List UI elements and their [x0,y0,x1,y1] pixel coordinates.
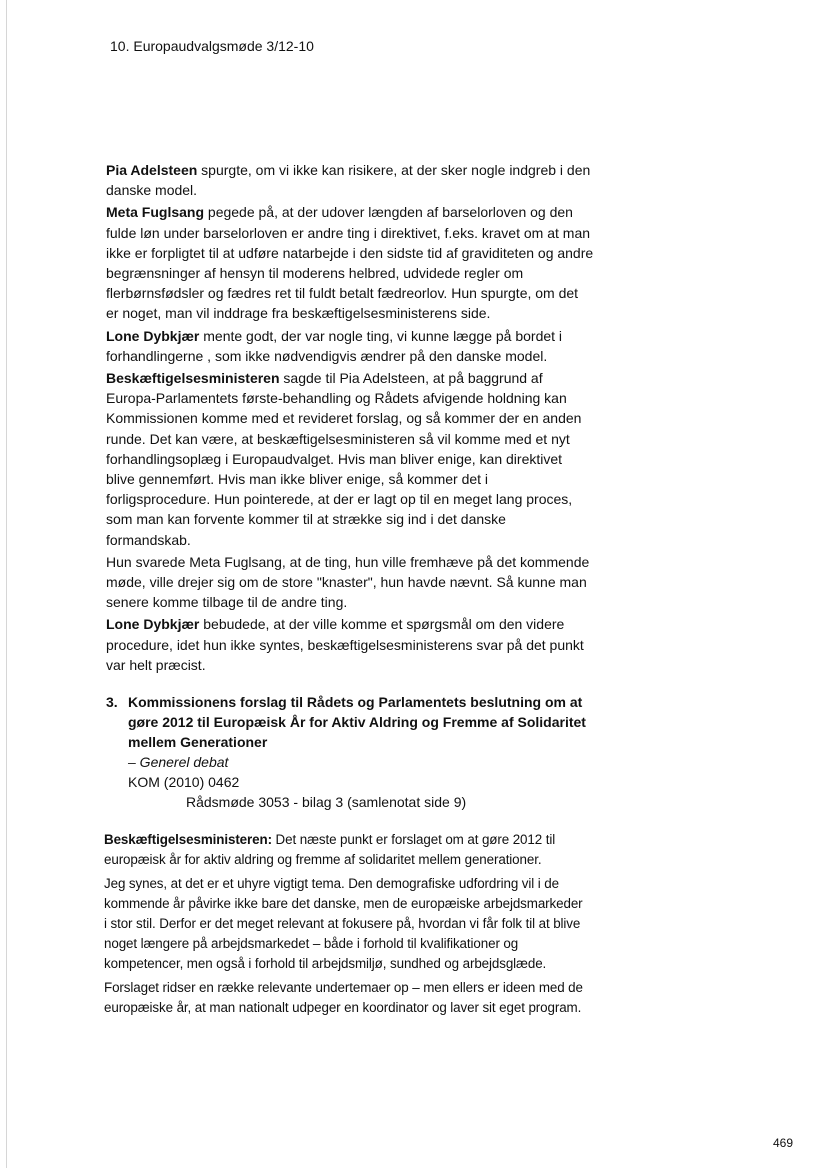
minutes-text-top [106,160,594,677]
paragraph-text: Hun svarede Meta Fuglsang, at de ting, hun ville fremhæve på det kommende møde, ville drejer sig om de store "knaster", hun havde nævnt. Så kunne man senere komme tilbage til de andre ting. [106,553,590,611]
page-header: 10. Europaudvalgsmøde 3/12-10 [110,38,314,54]
section-heading [106,692,606,752]
minutes-text-bottom [104,830,584,1022]
paragraph [104,978,584,1018]
paragraph [106,202,594,323]
section-reference: KOM (2010) 0462 [128,774,240,790]
paragraph [106,326,594,366]
paragraph [106,614,594,675]
paragraph-text: mente godt, der var nogle ting, vi kunne lægge på bordet i forhandlingerne , som ikke nødvendigvis ændrer på den danske model. [106,327,563,364]
paragraph [106,160,594,200]
speaker-name: Beskæftigelsesministeren [106,370,280,387]
paragraph [106,552,594,613]
paragraph-text: Forslaget ridser en række relevante undertemaer op – men ellers er ideen med de europæiske år, at man nationalt udpeger en koordinator og laver sit eget program. [104,980,583,1015]
section-number: 3. [106,694,118,710]
speaker-name: Meta Fuglsang [106,204,205,221]
paragraph [104,830,584,870]
speaker-name: Lone Dybkjær [106,327,200,344]
section-title: Kommissionens forslag til Rådets og Parlamentets beslutning om at gøre 2012 til Europæisk År for Aktiv Aldring og Fremme af Solidaritet mellem Generationer [128,694,586,750]
section-subtitle [106,752,606,772]
paragraph-text: Det næste punkt er forslaget om at gøre 2012 til europæisk år for aktiv aldring og fremme af solidaritet mellem generationer. [104,832,556,867]
scan-edge-line [6,0,7,1168]
paragraph [106,368,594,550]
paragraph-text: bebudede, at der ville komme et spørgsmål om den videre procedure, idet hun ikke syntes, beskæftigelsesministerens svar på det punkt var helt præcist. [106,616,584,673]
paragraph-text: pegede på, at der udover længden af barselorloven og den fulde løn under barselorloven er andre ting i direktivet, f.eks. kravet om at man ikke er forpligtet til at udføre natarbejde i den sidste tid af graviditeten og andre begrænsninger af hensyn til moderens helbred, udvidede regler om flerbørnsfødsler og fædres ret til fuldt betalt fædreorlov. Hun spurgte, om det er noget, man vil inddrage fra beskæftigelsesministerens side. [106,204,594,322]
agenda-section [106,692,606,812]
speaker-name: Lone Dybkjær [106,616,200,633]
paragraph-text: sagde til Pia Adelsteen, at på baggrund af Europa-Parlamentets første-behandling og Rådets afvigende holdning kan Kommissionen komme med et revideret forslag, og så kommer der en anden runde. Det kan være, at beskæftigelsesministeren så vil komme med et nyt forhandlingsoplæg i Europaudvalget. Hvis man bliver enige, kan direktivet blive gennemført. Hvis man ikke bliver enige, så kommer det i forligsprocedure. Hun pointerede, at der er lagt op til en meget lang proces, som man kan forvente kommer til at strække sig ind i det danske formandskab. [106,370,582,548]
paragraph [104,874,584,974]
section-meeting-reference: Rådsmøde 3053 - bilag 3 (samlenotat side 9) [186,794,467,810]
section-subtitle-text: – Generel debat [128,754,229,770]
speaker-name: Pia Adelsteen [106,162,198,178]
speaker-name: Beskæftigelsesministeren: [104,832,272,847]
paragraph-text: Jeg synes, at det er et uhyre vigtigt tema. Den demografiske udfordring vil i de kommende år påvirke ikke bare det danske, men de europæiske arbejdsmarkeder i stor stil. Derfor er det meget relevant at fokusere på, hvordan vi får folk til at blive noget længere på arbejdsmarkedet – både i forhold til kvalifikationer og kompetencer, men også i forhold til arbejdsmiljø, sundhed og arbejdsglæde. [104,876,583,971]
paragraph-text: spurgte, om vi ikke kan risikere, at der sker nogle indgreb i den danske model. [106,162,591,199]
page-number: 469 [772,1136,793,1150]
